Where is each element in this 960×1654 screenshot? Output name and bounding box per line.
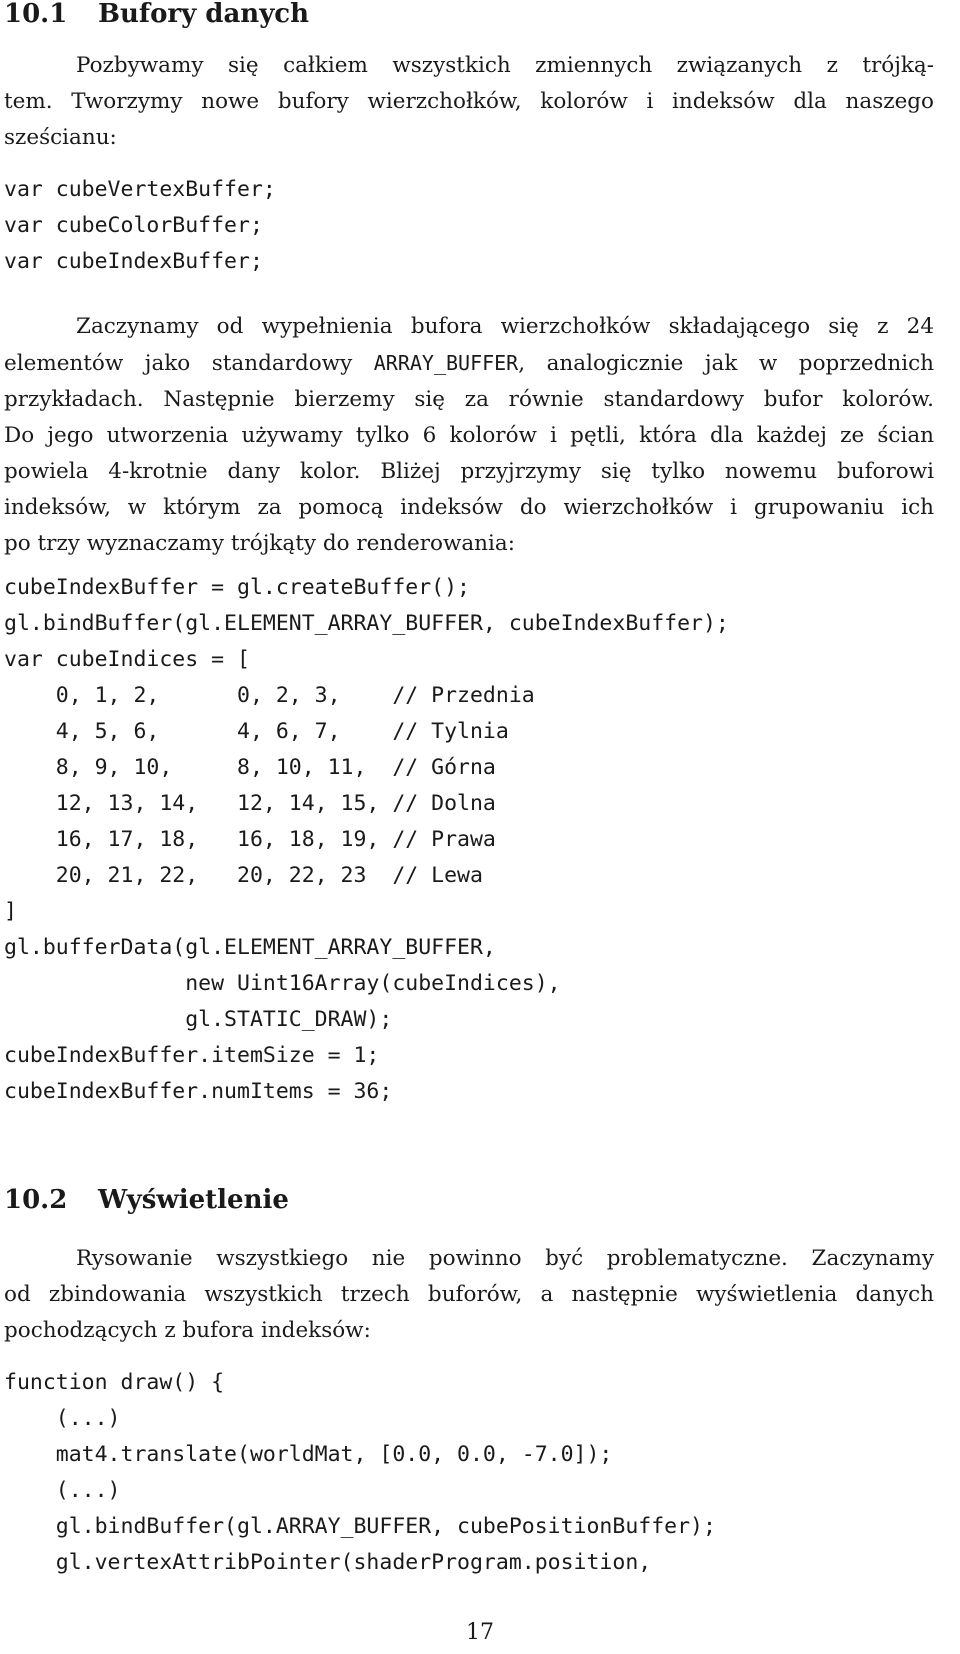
code-line: function draw() { [4, 1370, 225, 1395]
text-line: sześcianu: [4, 125, 117, 150]
code-line: gl.bindBuffer(gl.ELEMENT_ARRAY_BUFFER, cubeIndexBuffer); [4, 611, 729, 636]
code-block-vars [4, 172, 276, 280]
code-line: var cubeVertexBuffer; [4, 177, 276, 202]
inline-code: ARRAY_BUFFER [373, 351, 519, 375]
code-line: var cubeIndices = [ [4, 647, 250, 672]
section-number: 10.2 [4, 1185, 68, 1215]
code-line: 8, 9, 10, 8, 10, 11, // Górna [4, 755, 496, 780]
code-line: (...) [4, 1406, 121, 1431]
code-line: cubeIndexBuffer.numItems = 36; [4, 1079, 393, 1104]
code-line: cubeIndexBuffer.itemSize = 1; [4, 1043, 380, 1068]
section-heading-10-2 [4, 1184, 289, 1216]
section-title: Wyświetlenie [98, 1185, 289, 1215]
code-line: new Uint16Array(cubeIndices), [4, 971, 561, 996]
body-paragraph [4, 309, 934, 562]
text-line: przykładach. Następnie bierzemy się za równie standardowy bufor kolorów. [4, 387, 934, 412]
text-line: pochodzących z bufora indeksów: [4, 1318, 371, 1343]
text-line: Rysowanie wszystkiego nie powinno być problematyczne. Zaczynamy [76, 1246, 934, 1271]
text-line: Pozbywamy się całkiem wszystkich zmiennych związanych z trójką- [76, 53, 934, 78]
code-line: cubeIndexBuffer = gl.createBuffer(); [4, 575, 470, 600]
intro-paragraph-1 [4, 48, 934, 156]
page-number: 17 [466, 1620, 494, 1645]
code-block-indices [4, 570, 729, 1110]
code-line: gl.bufferData(gl.ELEMENT_ARRAY_BUFFER, [4, 935, 496, 960]
text-line: indeksów, w którym za pomocą indeksów do wierzchołków i grupowaniu ich [4, 495, 934, 520]
text-line: Zaczynamy od wypełnienia bufora wierzchołków składającego się z 24 [76, 314, 934, 339]
section-title: Bufory danych [98, 0, 310, 29]
intro-paragraph-2 [4, 1241, 934, 1349]
text-segment: elementów jako standardowy [4, 351, 374, 376]
section-heading-10-1 [4, 0, 309, 30]
text-line: powiela 4-krotnie dany kolor. Bliżej przyjrzymy się tylko nowemu buforowi [4, 459, 934, 484]
text-line: po trzy wyznaczamy trójkąty do renderowania: [4, 531, 515, 556]
text-segment: , analogicznie jak w poprzednich [518, 351, 934, 376]
code-line: 16, 17, 18, 16, 18, 19, // Prawa [4, 827, 496, 852]
code-line: var cubeIndexBuffer; [4, 249, 263, 274]
code-block-draw [4, 1365, 716, 1581]
code-line: mat4.translate(worldMat, [0.0, 0.0, -7.0]); [4, 1442, 613, 1467]
code-line: 12, 13, 14, 12, 14, 15, // Dolna [4, 791, 496, 816]
code-line: gl.STATIC_DRAW); [4, 1007, 393, 1032]
text-line: tem. Tworzymy nowe bufory wierzchołków, kolorów i indeksów dla naszego [4, 89, 934, 114]
section-number: 10.1 [4, 0, 68, 29]
code-line: (...) [4, 1478, 121, 1503]
code-line: 20, 21, 22, 20, 22, 23 // Lewa [4, 863, 483, 888]
code-line: gl.bindBuffer(gl.ARRAY_BUFFER, cubePositionBuffer); [4, 1514, 716, 1539]
text-line: Do jego utworzenia używamy tylko 6 kolorów i pętli, która dla każdej ze ścian [4, 423, 934, 448]
text-line: od zbindowania wszystkich trzech buforów, a następnie wyświetlenia danych [4, 1282, 934, 1307]
code-line: 4, 5, 6, 4, 6, 7, // Tylnia [4, 719, 509, 744]
code-line: ] [4, 899, 17, 924]
code-line: gl.vertexAttribPointer(shaderProgram.position, [4, 1550, 652, 1575]
code-line: var cubeColorBuffer; [4, 213, 263, 238]
text-line [4, 345, 934, 382]
code-line: 0, 1, 2, 0, 2, 3, // Przednia [4, 683, 535, 708]
